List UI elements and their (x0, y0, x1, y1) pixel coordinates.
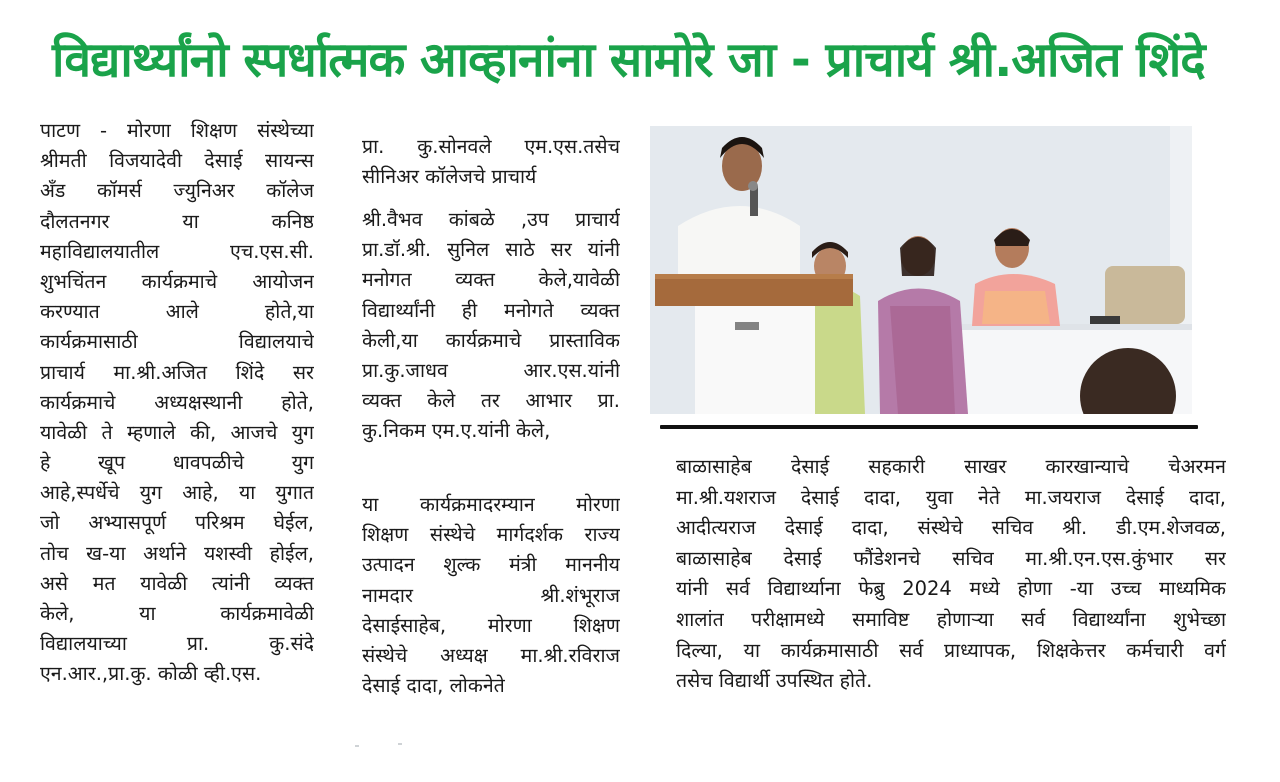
text-line: प्रा. कु.सोनवले एम.एस.तसेच (362, 135, 620, 158)
text-line: मा.श्री.यशराज देसाई दादा, युवा नेते मा.जयराज देसाई दादा, (676, 485, 1226, 509)
text-line: हे खूप धावपळीचे युग (40, 451, 314, 475)
text-line: करण्यात आले होते,या (40, 300, 314, 324)
text-line: देसाई दादा, लोकनेते (362, 674, 505, 698)
text-line: संस्थेचे अध्यक्ष मा.श्री.रविराज (362, 643, 620, 667)
text-line: असे मत यावेळी त्यांनी व्यक्त (40, 571, 314, 595)
text-line: केली,या कार्यक्रमाचे प्रास्ताविक (362, 328, 620, 352)
text-line: दौलतनगर या कनिष्ठ (40, 209, 314, 233)
text-line: बाळासाहेब देसाई सहकारी साखर कारखान्याचे चेअरमन (676, 455, 1226, 478)
text-line: शालांत परीक्षामध्ये समाविष्ट होणाऱ्या सर्व विद्यार्थ्यांना शुभेच्छा (676, 607, 1226, 631)
text-line: यांनी सर्व विद्यार्थ्याना फेब्रु 2024 मध्ये होणा -या उच्च माध्यमिक (676, 577, 1226, 601)
text-line: श्रीमती विजयादेवी देसाई सायन्स (40, 149, 314, 173)
text-line: श्री.वैभव कांबळे ,उप प्राचार्य (362, 208, 620, 231)
article-column-1 (40, 116, 314, 690)
event-photo (650, 126, 1192, 414)
print-speck (398, 743, 402, 745)
text-line: पाटण - मोरणा शिक्षण संस्थेच्या (40, 119, 314, 142)
text-line: सीनिअर कॉलेजचे प्राचार्य (362, 165, 537, 189)
text-line: मनोगत व्यक्त केले,यावेळी (362, 268, 620, 292)
print-speck (355, 745, 359, 747)
text-line: बाळासाहेब देसाई फौंडेशनचे सचिव मा.श्री.एन.एस.कुंभार सर (676, 546, 1226, 570)
text-line: तसेच विद्यार्थी उपस्थित होते. (676, 669, 873, 693)
text-line: तोच ख-या अर्थाने यशस्वी होईल, (40, 541, 314, 565)
text-line: विद्यार्थ्यांनी ही मनोगते व्यक्त (362, 298, 620, 322)
text-line: अँड कॉमर्स ज्युनिअर कॉलेज (40, 179, 314, 203)
text-line: एन.आर.,प्रा.कु. कोळी व्ही.एस. (40, 662, 262, 686)
text-line: आहे,स्पर्धेचे युग आहे, या युगात (40, 481, 314, 505)
text-line: जो अभ्यासपूर्ण परिश्रम घेईल, (40, 511, 314, 535)
text-line: शुभचिंतन कार्यक्रमाचे आयोजन (40, 269, 314, 293)
text-line: देसाईसाहेब, मोरणा शिक्षण (362, 613, 620, 637)
text-line: प्रा.डॉ.श्री. सुनिल साठे सर यांनी (362, 238, 620, 262)
text-line: कार्यक्रमाचे अध्यक्षस्थानी होते, (40, 390, 314, 414)
text-line: प्रा.कु.जाधव आर.एस.यांनी (362, 358, 620, 382)
text-line: यावेळी ते म्हणाले की, आजचे युग (40, 420, 314, 444)
text-line: या कार्यक्रमादरम्यान मोरणा (362, 493, 620, 516)
article-column-2-part-2 (362, 205, 620, 447)
article-column-2-part-3 (362, 490, 620, 701)
text-line: विद्यालयाच्या प्रा. कु.संदे (40, 632, 314, 656)
article-column-2-part-1 (362, 132, 620, 192)
text-line: व्यक्त केले तर आभार प्रा. (362, 389, 620, 413)
article-column-3 (676, 452, 1226, 697)
photo-divider-rule (660, 425, 1198, 429)
text-line: नामदार श्री.शंभूराज (362, 583, 620, 607)
text-line: महाविद्यालयातील एच.एस.सी. (40, 239, 314, 263)
text-line: आदीत्यराज देसाई दादा, संस्थेचे सचिव श्री. डी.एम.शेजवळ, (676, 516, 1226, 540)
text-line: शिक्षण संस्थेचे मार्गदर्शक राज्य (362, 523, 620, 547)
text-line: कु.निकम एम.ए.यांनी केले, (362, 419, 551, 443)
text-line: प्राचार्य मा.श्री.अजित शिंदे सर (40, 360, 314, 384)
text-line: केले, या कार्यक्रमावेळी (40, 602, 314, 625)
text-line: दिल्या, या कार्यक्रमासाठी सर्व प्राध्यापक, शिक्षकेत्तर कर्मचारी वर्ग (676, 638, 1226, 662)
text-line: उत्पादन शुल्क मंत्री माननीय (362, 553, 620, 577)
text-line: कार्यक्रमासाठी विद्यालयाचे (40, 330, 314, 354)
headline: विद्यार्थ्यांनो स्पर्धात्मक आव्हानांना सामोरे जा - प्राचार्य श्री.अजित शिंदे (52, 32, 1205, 88)
